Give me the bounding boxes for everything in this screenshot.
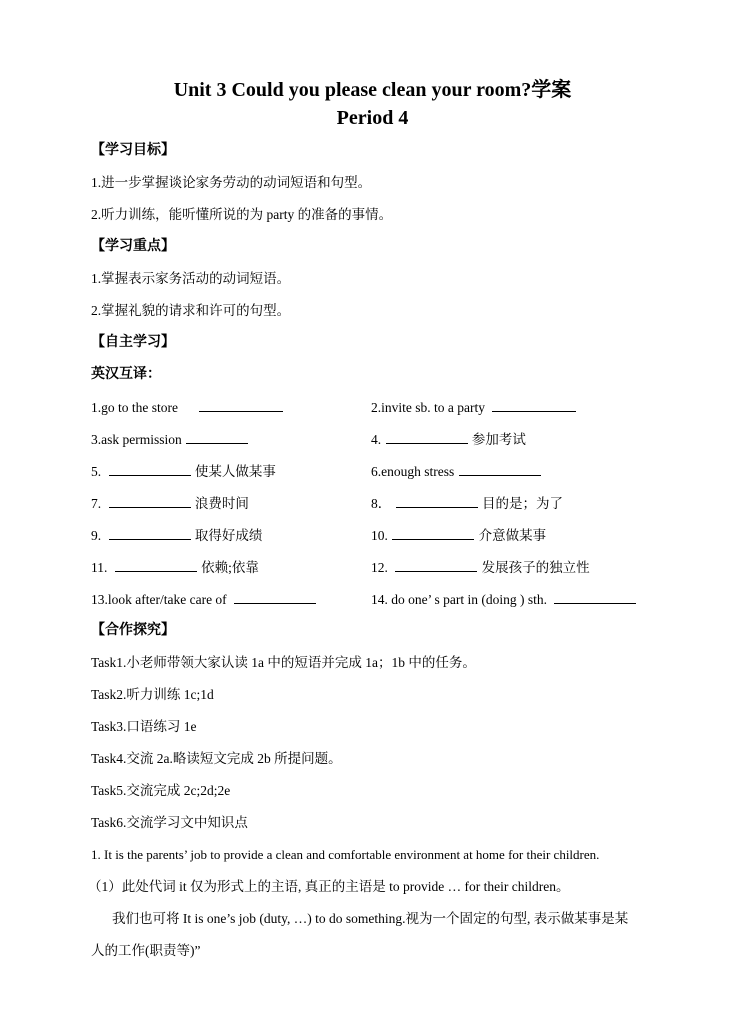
answer-blank[interactable]	[396, 494, 478, 508]
exercise-12	[371, 558, 590, 577]
exercise-10-num: 10.	[371, 528, 388, 543]
exercise-5-num: 5.	[91, 464, 102, 479]
cooperation-heading: 【合作探究】	[91, 623, 175, 638]
exercise-7-text: 浪费时间	[194, 496, 249, 511]
answer-blank[interactable]	[554, 590, 636, 604]
focus-1: 1.掌握表示家务活动的动词短语。	[91, 271, 291, 286]
note-3: 人的工作(职责等)”	[91, 943, 201, 958]
goal-1: 1.进一步掌握谈论家务劳动的动词短语和句型。	[91, 175, 372, 190]
note-1: （1）此处代词 it 仅为形式上的主语, 真正的主语是 to provide … for their children。	[88, 879, 570, 894]
answer-blank[interactable]	[492, 398, 576, 412]
exercise-9-num: 9.	[91, 528, 102, 543]
exercise-4	[371, 430, 526, 449]
exercise-8-num: 8．	[371, 496, 392, 511]
answer-blank[interactable]	[199, 398, 283, 412]
goal-2: 2.听力训练，能听懂所说的为 party 的准备的事情。	[91, 207, 393, 222]
exercise-14-text: 14. do one’ s part in (doing ) sth.	[371, 592, 547, 607]
exercise-9-text: 取得好成绩	[194, 528, 263, 543]
exercise-14	[371, 590, 637, 609]
doc-title: Unit 3 Could you please clean your room?学案	[173, 79, 572, 101]
answer-blank[interactable]	[115, 558, 197, 572]
exercise-1-text: 1.go to the store	[91, 400, 178, 415]
exercise-2	[371, 398, 577, 417]
exercise-4-text: 参加考试	[471, 432, 526, 447]
answer-blank[interactable]	[386, 430, 468, 444]
answer-blank[interactable]	[109, 526, 191, 540]
exercise-12-text: 发展孩子的独立性	[481, 560, 590, 575]
exercise-13	[91, 590, 317, 609]
exercise-4-num: 4.	[371, 432, 382, 447]
answer-blank[interactable]	[109, 494, 191, 508]
exercise-6-text: 6.enough stress	[371, 464, 455, 479]
translate-heading: 英汉互译：	[91, 367, 161, 382]
self-study-heading: 【自主学习】	[91, 335, 175, 350]
answer-blank[interactable]	[395, 558, 477, 572]
focus-2: 2.掌握礼貌的请求和许可的句型。	[91, 303, 291, 318]
exercise-5-text: 使某人做某事	[194, 464, 276, 479]
goals-heading: 【学习目标】	[91, 143, 175, 158]
exercise-9	[91, 526, 262, 545]
exercise-11	[91, 558, 259, 577]
knowledge-point-1: 1. It is the parents’ job to provide a clean and comfortable environment at home for their children.	[91, 847, 600, 862]
exercise-1	[91, 398, 284, 417]
exercise-3-text: 3.ask permission	[91, 432, 182, 447]
exercise-10	[371, 526, 546, 545]
exercise-10-text: 介意做某事	[478, 528, 547, 543]
answer-blank[interactable]	[234, 590, 316, 604]
exercise-11-num: 11.	[91, 560, 108, 575]
answer-blank[interactable]	[459, 462, 541, 476]
exercise-3	[91, 430, 249, 449]
exercise-7	[91, 494, 249, 513]
task-1: Task1.小老师带领大家认读 1a 中的短语并完成 1a；1b 中的任务。	[91, 655, 476, 670]
task-4: Task4.交流 2a.略读短文完成 2b 所提问题。	[91, 751, 342, 766]
exercise-6	[371, 462, 542, 481]
exercise-8-text: 目的是；为了	[482, 496, 563, 511]
doc-subtitle: Period 4	[336, 107, 409, 129]
answer-blank[interactable]	[186, 430, 248, 444]
task-3: Task3.口语练习 1e	[91, 719, 197, 734]
exercise-2-text: 2.invite sb. to a party	[371, 400, 485, 415]
task-2: Task2.听力训练 1c;1d	[91, 687, 214, 702]
answer-blank[interactable]	[109, 462, 191, 476]
exercise-12-num: 12.	[371, 560, 388, 575]
note-2: 我们也可将 It is one’s job (duty, …) to do something.视为一个固定的句型, 表示做某事是某	[112, 911, 629, 926]
task-6: Task6.交流学习文中知识点	[91, 815, 248, 830]
exercise-8	[371, 494, 563, 513]
task-5: Task5.交流完成 2c;2d;2e	[91, 783, 231, 798]
exercise-7-num: 7.	[91, 496, 102, 511]
answer-blank[interactable]	[392, 526, 474, 540]
exercise-5	[91, 462, 276, 481]
exercise-13-text: 13.look after/take care of	[91, 592, 227, 607]
focus-heading: 【学习重点】	[91, 239, 175, 254]
exercise-11-text: 依赖;依靠	[201, 560, 259, 575]
